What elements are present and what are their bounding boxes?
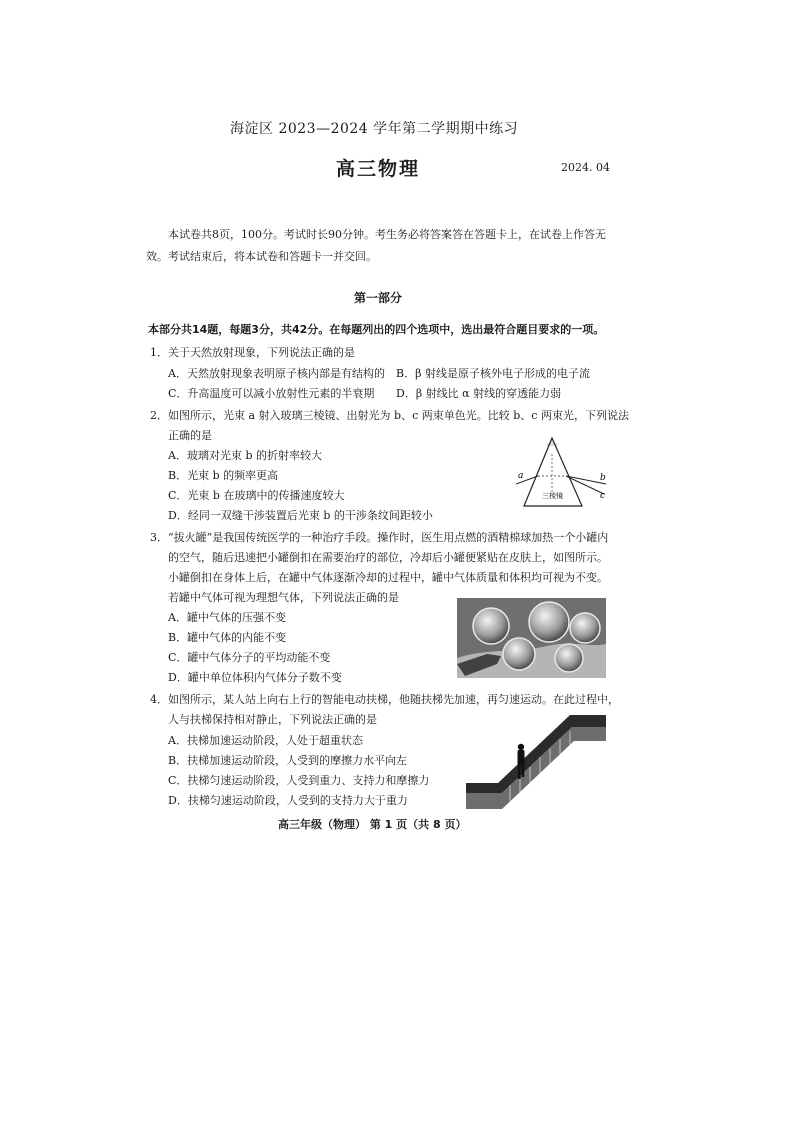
question-2-option-c: C．光束 b 在玻璃中的传播速度较大 bbox=[168, 489, 345, 502]
question-3-stem-cont-2: 小罐倒扣在身体上后，在罐中气体逐渐冷却的过程中，罐中气体质量和体积均可视为不变。 bbox=[168, 571, 608, 584]
exam-title: 海淀区 2023—2024 学年第二学期期中练习 bbox=[230, 121, 519, 137]
prism-label-b: b bbox=[600, 473, 606, 483]
question-4-stem-cont: 人与扶梯保持相对静止，下列说法正确的是 bbox=[168, 713, 377, 726]
exam-instructions: 本试卷共8页，100分。考试时长90分钟。考生务必将答案答在答题卡上，在试卷上作答无效。考试结束后，将本试卷和答题卡一并交回。 bbox=[146, 228, 606, 263]
question-3-option-a: A．罐中气体的压强不变 bbox=[168, 611, 286, 624]
question-3-option-d: D．罐中单位体积内气体分子数不变 bbox=[168, 671, 342, 684]
page-footer: 高三年级（物理） 第 1 页（共 8 页） bbox=[278, 818, 467, 831]
question-4-option-a: A．扶梯加速运动阶段，人处于超重状态 bbox=[168, 734, 363, 747]
question-1-option-d: D．β 射线比 α 射线的穿透能力弱 bbox=[396, 387, 562, 400]
question-4-stem: 4．如图所示，某人站上向右上行的智能电动扶梯，他随扶梯先加速，再匀速运动。在此过程中， bbox=[150, 693, 619, 706]
question-2-option-b: B．光束 b 的频率更高 bbox=[168, 469, 279, 482]
escalator-diagram bbox=[462, 713, 606, 811]
part-description: 本部分共14题，每题3分，共42分。在每题列出的四个选项中，选出最符合题目要求的一项。 bbox=[148, 323, 605, 336]
part-title: 第一部分 bbox=[354, 291, 403, 305]
question-4-option-b: B．扶梯加速运动阶段，人受到的摩擦力水平向左 bbox=[168, 754, 408, 767]
prism-label-c: c bbox=[600, 491, 606, 501]
question-2-option-d: D．经同一双缝干涉装置后光束 b 的干涉条纹间距较小 bbox=[168, 509, 433, 522]
prism-label-name: 三棱镜 bbox=[542, 492, 563, 500]
question-1-stem: 1．关于天然放射现象，下列说法正确的是 bbox=[150, 346, 355, 359]
question-1-option-c: C．升高温度可以减小放射性元素的半衰期 bbox=[168, 387, 375, 400]
question-2-stem: 2．如图所示，光束 a 射入玻璃三棱镜、出射光为 b、c 两束单色光。比较 b、c 两束光，下列说法 bbox=[150, 409, 629, 422]
prism-label-a: a bbox=[518, 471, 524, 481]
subject-title: 高三物理 bbox=[336, 158, 421, 180]
question-3-stem: 3．“拔火罐”是我国传统医学的一种治疗手段。操作时，医生用点燃的酒精棉球加热一个小罐内 bbox=[150, 531, 609, 544]
question-2-option-a: A．玻璃对光束 b 的折射率较大 bbox=[168, 449, 322, 462]
question-3-stem-cont-1: 的空气，随后迅速把小罐倒扣在需要治疗的部位，冷却后小罐便紧贴在皮肤上，如图所示。 bbox=[168, 551, 608, 564]
question-1-option-b: B．β 射线是原子核外电子形成的电子流 bbox=[396, 367, 590, 380]
question-3-option-b: B．罐中气体的内能不变 bbox=[168, 631, 287, 644]
question-3-option-c: C．罐中气体分子的平均动能不变 bbox=[168, 651, 331, 664]
cupping-photo bbox=[457, 598, 606, 678]
exam-date: 2024. 04 bbox=[561, 161, 610, 174]
question-4-option-d: D．扶梯匀速运动阶段，人受到的支持力大于重力 bbox=[168, 794, 408, 807]
question-3-stem-cont-3: 若罐中气体可视为理想气体，下列说法正确的是 bbox=[168, 591, 399, 604]
question-4-option-c: C．扶梯匀速运动阶段，人受到重力、支持力和摩擦力 bbox=[168, 774, 430, 787]
prism-diagram bbox=[516, 434, 610, 514]
question-2-stem-cont: 正确的是 bbox=[168, 429, 212, 442]
question-1-option-a: A．天然放射现象表明原子核内部是有结构的 bbox=[168, 367, 385, 380]
